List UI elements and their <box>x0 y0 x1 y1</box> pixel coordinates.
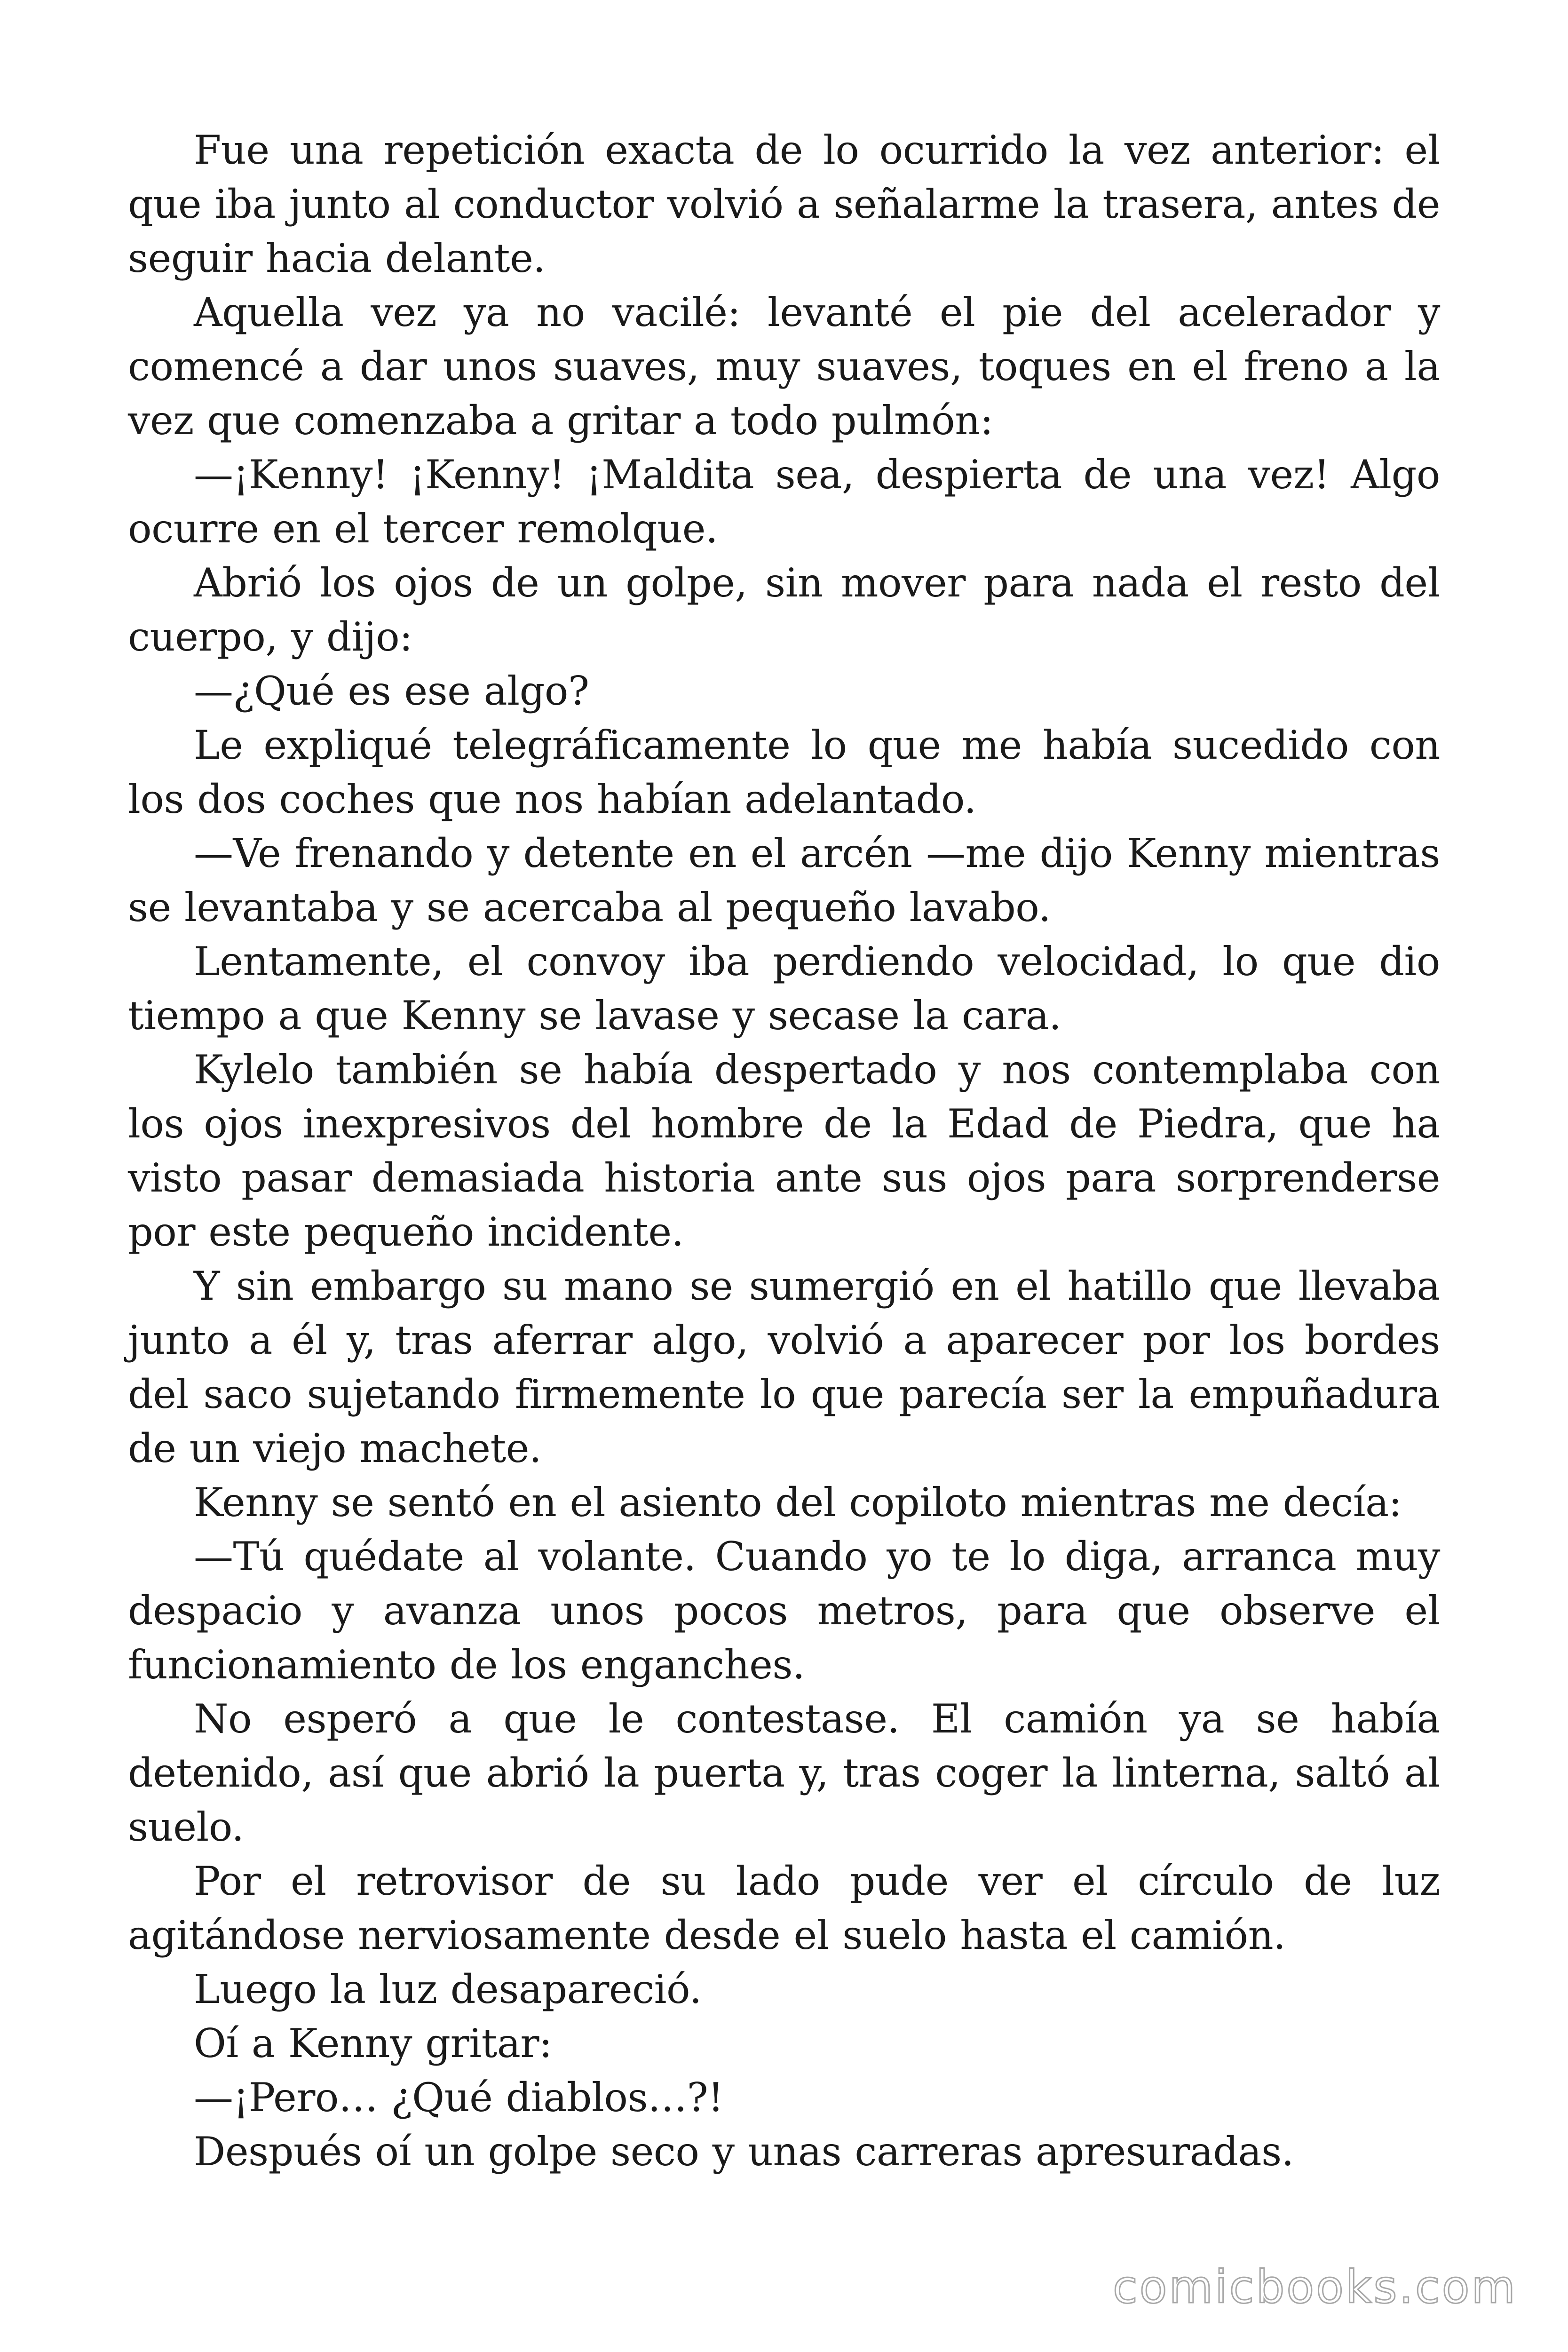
paragraph-15: Luego la luz desapareció. <box>194 1966 702 2012</box>
paragraph-1: Fue una repetición exacta de lo ocurrido la vez anterior: el que iba junto al conductor volvió a señalarme la trasera, antes de seguir hacia delante. <box>128 127 1440 281</box>
paragraph-2: Aquella vez ya no vacilé: levanté el pie del acelerador y comencé a dar unos suaves, muy suaves, toques en el freno a la vez que comenzaba a gritar a todo pulmón: <box>128 289 1440 444</box>
paragraph-16: Oí a Kenny gritar: <box>194 2020 552 2066</box>
paragraph-7: —Ve frenando y detente en el arcén —me dijo Kenny mientras se levantaba y se acercaba al pequeño lavabo. <box>128 830 1440 930</box>
paragraph-4: Abrió los ojos de un golpe, sin mover para nada el resto del cuerpo, y dijo: <box>128 560 1440 660</box>
paragraph-12: —Tú quédate al volante. Cuando yo te lo diga, arranca muy despacio y avanza unos pocos metros, para que observe el funcionamiento de los enganches. <box>128 1534 1440 1688</box>
paragraph-14: Por el retrovisor de su lado pude ver el círculo de luz agitándose nerviosamente desde el suelo hasta el camión. <box>128 1858 1440 1958</box>
paragraph-11: Kenny se sentó en el asiento del copiloto mientras me decía: <box>194 1479 1402 1526</box>
watermark: comicbooks.com <box>1112 2261 1517 2313</box>
paragraph-18: Después oí un golpe seco y unas carreras apresuradas. <box>194 2129 1294 2175</box>
paragraph-6: Le expliqué telegráficamente lo que me había sucedido con los dos coches que nos habían adelantado. <box>128 722 1440 822</box>
body-text <box>128 123 1440 2179</box>
paragraph-13: No esperó a que le contestase. El camión ya se había detenido, así que abrió la puerta y, tras coger la linterna, saltó al suelo. <box>128 1696 1440 1850</box>
paragraph-8: Lentamente, el convoy iba perdiendo velocidad, lo que dio tiempo a que Kenny se lavase y secase la cara. <box>128 938 1440 1039</box>
paragraph-17: —¡Pero… ¿Qué diablos…?! <box>194 2074 724 2121</box>
paragraph-10: Y sin embargo su mano se sumergió en el hatillo que llevaba junto a él y, tras aferrar algo, volvió a aparecer por los bordes del saco sujetando firmemente lo que parecía ser la empuñadura de un viejo machete. <box>128 1263 1440 1471</box>
paragraph-5: —¿Qué es ese algo? <box>194 668 589 714</box>
paragraph-3: —¡Kenny! ¡Kenny! ¡Maldita sea, despierta de una vez! Algo ocurre en el tercer remolque. <box>128 452 1440 552</box>
paragraph-9: Kylelo también se había despertado y nos contemplaba con los ojos inexpresivos del hombre de la Edad de Piedra, que ha visto pasar demasiada historia ante sus ojos para sorprenderse por este pequeño incidente. <box>128 1047 1440 1255</box>
